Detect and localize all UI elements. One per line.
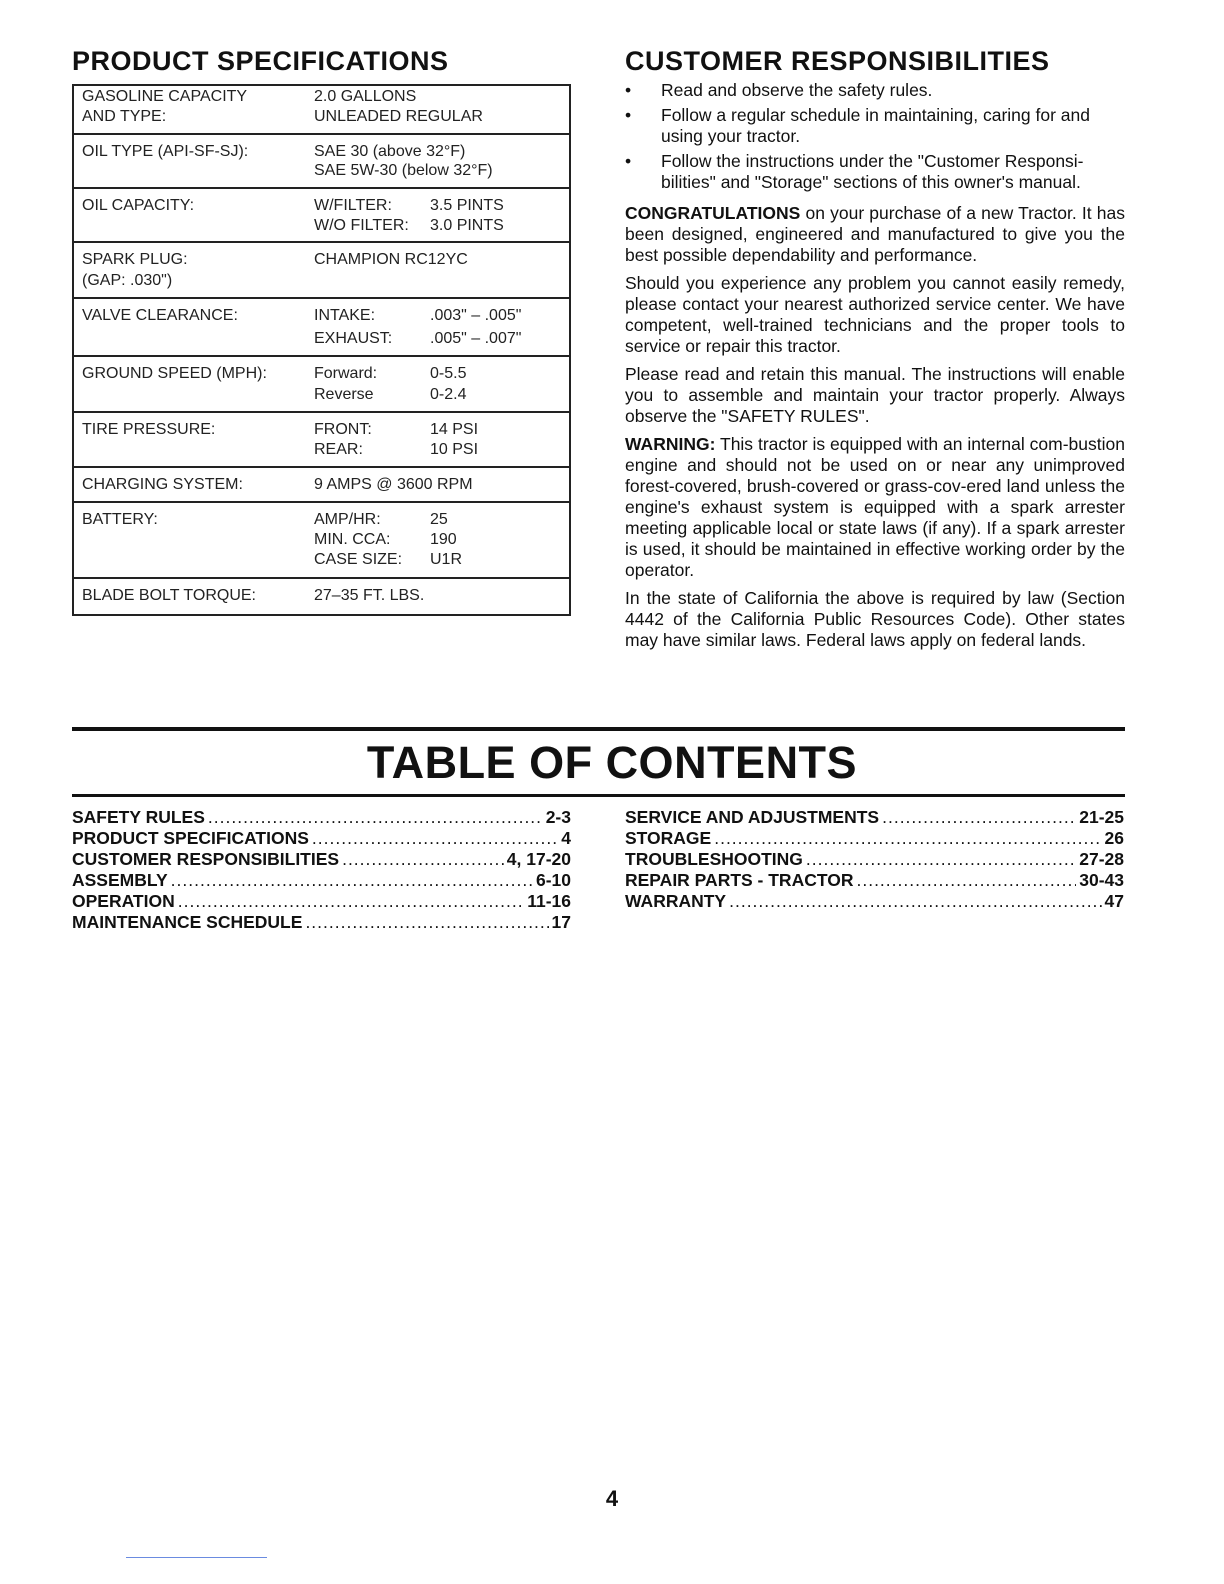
spec-row-gasoline bbox=[74, 86, 569, 135]
spec-row-blade-bolt-torque bbox=[74, 579, 569, 614]
toc-entry-title: SERVICE AND ADJUSTMENTS bbox=[625, 807, 880, 827]
spec-value: 9 AMPS @ 3600 RPM bbox=[314, 476, 473, 493]
congratulations-paragraph bbox=[625, 203, 1125, 266]
toc-entry-page: 4, 17-20 bbox=[506, 849, 571, 869]
spec-row-battery bbox=[74, 503, 569, 579]
manual-paragraph: Please read and retain this manual. The instructions will enable you to assemble and maintain your tractor properly. Always observe the "SAFETY RULES". bbox=[625, 364, 1125, 426]
spec-value: W/FILTER: bbox=[314, 197, 392, 214]
bullet-item bbox=[625, 151, 1125, 193]
spec-value: CHAMPION RC12YC bbox=[314, 251, 468, 268]
toc-entry-page: 21-25 bbox=[1079, 807, 1124, 827]
spec-label: BATTERY: bbox=[82, 511, 158, 528]
spec-value: CASE SIZE: bbox=[314, 551, 403, 568]
warning-paragraph bbox=[625, 434, 1125, 581]
toc-entry-title: REPAIR PARTS - TRACTOR bbox=[625, 870, 854, 890]
spec-value: SAE 5W-30 (below 32°F) bbox=[314, 162, 493, 179]
congratulations-lead: CONGRATULATIONS bbox=[625, 203, 801, 223]
spec-value: SAE 30 (above 32°F) bbox=[314, 143, 466, 160]
bullet-icon: • bbox=[625, 105, 632, 125]
spec-label: GROUND SPEED (MPH): bbox=[82, 365, 267, 382]
spec-row-spark-plug bbox=[74, 243, 569, 299]
toc-entry-page: 27-28 bbox=[1079, 849, 1124, 869]
toc-entry[interactable] bbox=[72, 912, 571, 933]
toc-entry[interactable] bbox=[625, 828, 1124, 849]
toc-entry-title: CUSTOMER RESPONSIBILITIES bbox=[72, 849, 340, 869]
toc-entry-page: 17 bbox=[551, 912, 571, 932]
service-paragraph: Should you experience any problem you cannot easily remedy, please contact your nearest authorized service center. We have competent, well-trained technicians and the proper tools to service or repair this tractor. bbox=[625, 273, 1125, 356]
spec-label: BLADE BOLT TORQUE: bbox=[82, 587, 256, 604]
toc-entry-title: STORAGE bbox=[625, 828, 712, 848]
spec-value: 190 bbox=[430, 531, 457, 548]
spec-value: AMP/HR: bbox=[314, 511, 381, 528]
spec-row-valve-clearance bbox=[74, 299, 569, 357]
toc-entry-title: ASSEMBLY bbox=[72, 870, 168, 890]
customer-responsibilities-section bbox=[625, 80, 1125, 658]
spec-value: 10 PSI bbox=[430, 441, 479, 458]
toc-entry[interactable] bbox=[625, 891, 1124, 912]
toc-entry[interactable] bbox=[72, 828, 571, 849]
toc-leader-dots bbox=[312, 828, 558, 849]
product-specifications-heading: PRODUCT SPECIFICATIONS bbox=[72, 46, 449, 76]
spec-value: W/O FILTER: bbox=[314, 217, 409, 234]
california-paragraph: In the state of California the above is required by law (Section 4442 of the California Public Resources Code). Other states may have similar laws. Federal laws apply on federal lands. bbox=[625, 588, 1125, 650]
toc-leader-dots bbox=[882, 807, 1076, 828]
spec-value: FRONT: bbox=[314, 421, 372, 438]
spec-label: OIL TYPE (API-SF-SJ): bbox=[82, 143, 249, 160]
toc-leader-dots bbox=[208, 807, 543, 828]
spec-label: (GAP: .030") bbox=[82, 272, 173, 289]
spec-label: SPARK PLUG: bbox=[82, 251, 188, 268]
link-underline bbox=[126, 1557, 267, 1558]
spec-value: Forward: bbox=[314, 365, 378, 382]
toc-leader-dots bbox=[178, 891, 524, 912]
bullet-text: Read and observe the safety rules. bbox=[661, 80, 933, 100]
spec-row-tire-pressure bbox=[74, 413, 569, 468]
spec-value: 3.0 PINTS bbox=[430, 217, 504, 234]
spec-value: REAR: bbox=[314, 441, 363, 458]
specifications-table bbox=[72, 84, 571, 616]
spec-value: 27–35 FT. LBS. bbox=[314, 587, 425, 604]
spec-label: GASOLINE CAPACITY bbox=[82, 88, 248, 105]
customer-responsibilities-heading: CUSTOMER RESPONSIBILITIES bbox=[625, 46, 1050, 76]
spec-row-ground-speed bbox=[74, 357, 569, 413]
toc-leader-dots bbox=[305, 912, 548, 933]
spec-value: 3.5 PINTS bbox=[430, 197, 504, 214]
toc-right-column bbox=[625, 807, 1124, 912]
spec-value: .003" – .005" bbox=[430, 307, 522, 324]
spec-value: INTAKE: bbox=[314, 307, 376, 324]
page-number: 4 bbox=[605, 1486, 619, 1511]
toc-entry-page: 4 bbox=[561, 828, 571, 848]
toc-leader-dots bbox=[856, 870, 1076, 891]
spec-value: 2.0 GALLONS bbox=[314, 88, 417, 105]
warning-lead: WARNING: bbox=[625, 434, 716, 454]
toc-entry[interactable] bbox=[72, 870, 571, 891]
toc-leader-dots bbox=[171, 870, 533, 891]
spec-row-oil-capacity bbox=[74, 189, 569, 243]
bullet-text: Follow the instructions under the "Customer Responsi-bilities" and "Storage" sections of this owner's manual. bbox=[661, 151, 1084, 192]
toc-leader-dots bbox=[806, 849, 1076, 870]
toc-entry[interactable] bbox=[72, 849, 571, 870]
table-of-contents-title: TABLE OF CONTENTS bbox=[366, 737, 858, 788]
toc-entry[interactable] bbox=[625, 849, 1124, 870]
toc-leader-dots bbox=[714, 828, 1101, 849]
toc-entry-page: 30-43 bbox=[1079, 870, 1124, 890]
bullet-item bbox=[625, 105, 1125, 147]
toc-entry-title: OPERATION bbox=[72, 891, 175, 911]
spec-value: Reverse bbox=[314, 386, 374, 403]
toc-entry-page: 47 bbox=[1104, 891, 1124, 911]
toc-leader-dots bbox=[729, 891, 1101, 912]
bullet-icon: • bbox=[625, 151, 632, 171]
spec-row-oil-type bbox=[74, 135, 569, 189]
toc-entry[interactable] bbox=[72, 807, 571, 828]
toc-entry-title: PRODUCT SPECIFICATIONS bbox=[72, 828, 309, 848]
spec-value: MIN. CCA: bbox=[314, 531, 391, 548]
toc-entry-page: 2-3 bbox=[545, 807, 571, 827]
spec-value: EXHAUST: bbox=[314, 330, 393, 347]
toc-entry[interactable] bbox=[625, 807, 1124, 828]
toc-left-column bbox=[72, 807, 571, 933]
warning-text: This tractor is equipped with an internal com-bustion engine and should not be used on or near any unimproved forest-covered, brush-covered or grass-cov-ered land unless the engine's exhaust system is equipped with a spark arrester meeting applicable local or state laws (if any). If a spark arrester is used, it should be maintained in effective working order by the operator. bbox=[625, 434, 1125, 580]
spec-value: 0-2.4 bbox=[430, 386, 467, 403]
spec-label: OIL CAPACITY: bbox=[82, 197, 195, 214]
toc-entry-title: WARRANTY bbox=[625, 891, 727, 911]
spec-label: AND TYPE: bbox=[82, 108, 167, 125]
divider-top bbox=[72, 727, 1125, 731]
toc-entry[interactable] bbox=[625, 870, 1124, 891]
toc-entry-title: TROUBLESHOOTING bbox=[625, 849, 803, 869]
spec-label: TIRE PRESSURE: bbox=[82, 421, 216, 438]
spec-value: 0-5.5 bbox=[430, 365, 467, 382]
spec-label: VALVE CLEARANCE: bbox=[82, 307, 238, 324]
divider-bottom bbox=[72, 794, 1125, 797]
bullet-text: Follow a regular schedule in maintaining, caring for and using your tractor. bbox=[661, 105, 1090, 146]
toc-entry-page: 26 bbox=[1104, 828, 1124, 848]
toc-entry-page: 6-10 bbox=[535, 870, 571, 890]
toc-entry-title: MAINTENANCE SCHEDULE bbox=[72, 912, 303, 932]
bullet-item bbox=[625, 80, 1125, 101]
spec-value: U1R bbox=[430, 551, 463, 568]
spec-value: UNLEADED REGULAR bbox=[314, 108, 483, 125]
congratulations-text: on your purchase of a new Tractor. It has been designed, engineered and manufactured to give you the best possible dependability and performance. bbox=[625, 203, 1125, 265]
spec-row-charging-system bbox=[74, 468, 569, 503]
toc-entry[interactable] bbox=[72, 891, 571, 912]
spec-value: 14 PSI bbox=[430, 421, 479, 438]
toc-leader-dots bbox=[342, 849, 504, 870]
spec-value: 25 bbox=[430, 511, 448, 528]
bullet-icon: • bbox=[625, 80, 632, 100]
toc-entry-page: 11-16 bbox=[527, 891, 571, 911]
toc-entry-title: SAFETY RULES bbox=[72, 807, 205, 827]
spec-label: CHARGING SYSTEM: bbox=[82, 476, 243, 493]
spec-value: .005" – .007" bbox=[430, 330, 522, 347]
